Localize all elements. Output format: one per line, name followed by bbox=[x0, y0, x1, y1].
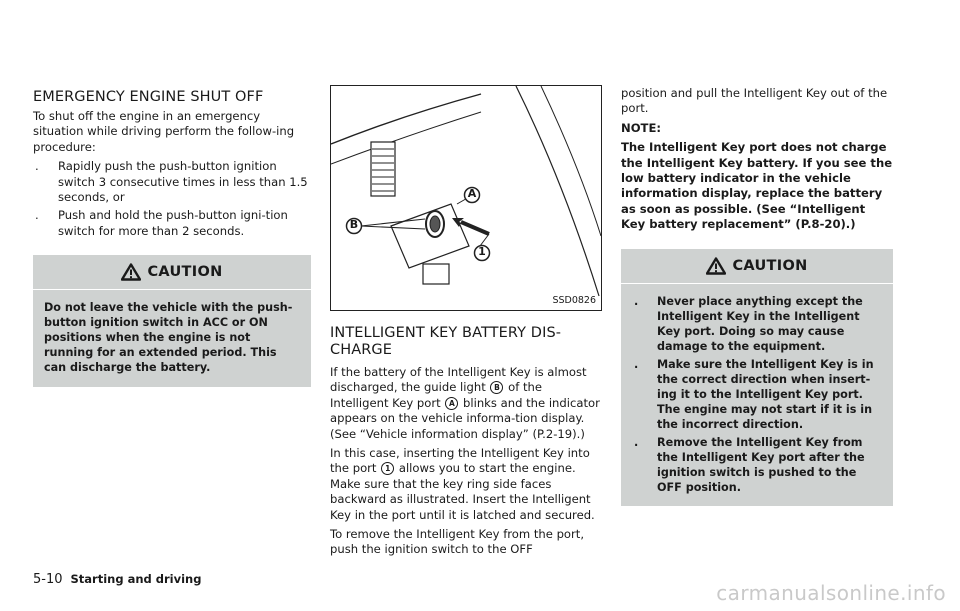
list-item: . Remove the Intelligent Key from the Intelligent Key port after the ignition switch is pushed to the OFF position. bbox=[634, 435, 865, 494]
procedure-list bbox=[33, 159, 311, 239]
middle-column bbox=[330, 0, 602, 558]
caution-title: CAUTION bbox=[732, 257, 808, 274]
figure-label-b: B bbox=[349, 218, 359, 231]
battery-paragraph-2: In this case, inserting the Intelligent Key into the port 1 allows you to start the engine. Make sure that the key ring side faces backward as illustrated. Insert the Intelligent Key in the port until it is latched and secured. bbox=[330, 446, 595, 522]
note-label: NOTE: bbox=[621, 120, 662, 135]
battery-paragraph-3: To remove the Intelligent Key from the port, push the ignition switch to the OFF bbox=[330, 527, 585, 557]
battery-paragraph-1: If the battery of the Intelligent Key is almost discharged, the guide light B of the Intelligent Key port A blinks and the indicator appears on the vehicle informa-tion display. (See “Vehicle information display” (P.2-19).) bbox=[330, 365, 600, 441]
figure-code: SSD0826 bbox=[552, 295, 596, 306]
key-port-illustration bbox=[330, 85, 602, 311]
figure-label-a: A bbox=[467, 187, 477, 200]
section-heading-battery: INTELLIGENT KEY BATTERY DIS- CHARGE bbox=[330, 325, 562, 358]
caution-box bbox=[33, 255, 311, 387]
circled-letter-b: B bbox=[490, 381, 503, 394]
intro-paragraph: To shut off the engine in an emergency situation while driving perform the follow-ing procedure: bbox=[33, 109, 295, 154]
caution-text: Do not leave the vehicle with the push-button ignition switch in ACC or ON positions when the engine is not running for an extended period. This can discharge the battery. bbox=[44, 301, 293, 375]
warning-icon bbox=[706, 257, 726, 275]
section-name: Starting and driving bbox=[70, 572, 202, 586]
list-item: . Never place anything except the Intelligent Key in the Intelligent Key port. Doing so may cause damage to the equipment. bbox=[634, 294, 863, 353]
watermark: carmanualsonline.info bbox=[716, 581, 946, 605]
caution-list bbox=[632, 294, 882, 495]
warning-icon bbox=[121, 263, 141, 281]
page-footer bbox=[33, 571, 201, 587]
figure-label-1: 1 bbox=[478, 245, 486, 258]
caution-header bbox=[33, 255, 311, 290]
caution-title: CAUTION bbox=[147, 264, 223, 281]
caution-box bbox=[621, 249, 893, 506]
list-item: . Rapidly push the push-button ignition switch 3 consecutive times in less than 1.5 seconds, or bbox=[35, 159, 308, 205]
right-column bbox=[621, 0, 893, 506]
list-item: . Make sure the Intelligent Key is in the correct direction when insert-ing it to the Intelligent Key port. The engine may not start if it is in the incorrect direction. bbox=[634, 357, 874, 431]
circled-number-1: 1 bbox=[381, 462, 394, 475]
list-item: . Push and hold the push-button igni-tion switch for more than 2 seconds. bbox=[35, 208, 288, 238]
page-number: 5-10 bbox=[33, 572, 63, 587]
left-column bbox=[33, 0, 311, 387]
note-text: The Intelligent Key port does not charge the Intelligent Key battery. If you see the low battery indicator in the vehicle information display, replace the battery as soon as possible. (See “Intelligent Key battery replacement” (P.8-20).) bbox=[621, 140, 893, 232]
continued-paragraph: position and pull the Intelligent Key out of the port. bbox=[621, 86, 888, 116]
circled-letter-a: A bbox=[445, 397, 458, 410]
section-heading-emergency: EMERGENCY ENGINE SHUT OFF bbox=[33, 89, 264, 105]
caution-header bbox=[621, 249, 893, 284]
